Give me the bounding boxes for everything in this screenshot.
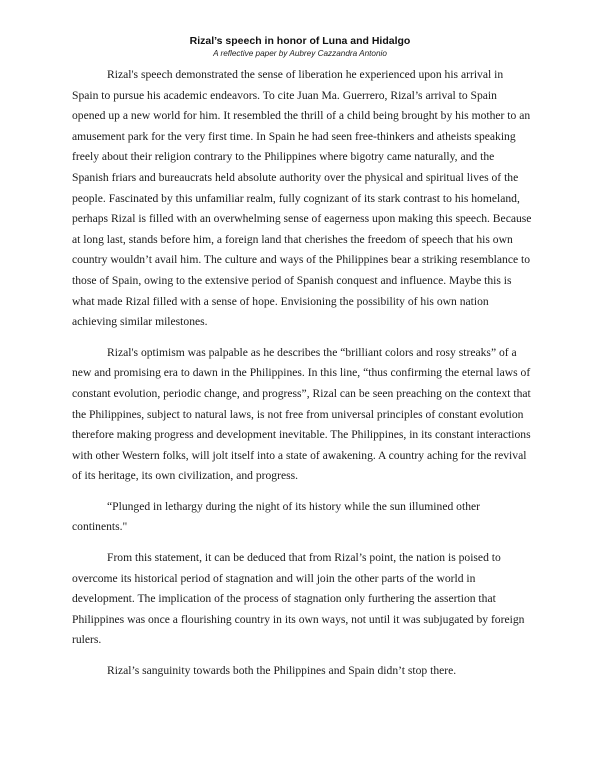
quote-paragraph: “Plunged in lethargy during the night of its history while the sun illumined other continents." xyxy=(72,499,480,534)
paragraph-2: Rizal's optimism was palpable as he describes the “brilliant colors and rosy streaks” of a new and promising era to dawn in the Philippines. In this line, “thus confirming the eternal laws of constant evolution, periodic change, and progress”, Rizal can be seen preaching on the context that the Philippines, subject to natural laws, is not free from universal principles of constant evolution therefore making progress and development inevitable. The Philippines, in its constant interactions with other Western folks, will jolt itself into a state of awakening. A country aching for the revival of its heritage, its own civilization, and progress. xyxy=(72,345,531,483)
document-subtitle: A reflective paper by Aubrey Cazzandra Antonio xyxy=(213,49,387,58)
document-title: Rizal’s speech in honor of Luna and Hidalgo xyxy=(189,35,411,47)
paragraph-5: Rizal’s sanguinity towards both the Philippines and Spain didn’t stop there. xyxy=(107,664,457,678)
document-body xyxy=(72,65,532,692)
paragraph-4: From this statement, it can be deduced that from Rizal’s point, the nation is poised to overcome its historical period of stagnation and will join the other parts of the world in development. The implication of the process of stagnation only furthering the assertion that Philippines was once a flourishing country in its own ways, not until it was subjugated by foreign rulers. xyxy=(72,551,525,647)
paragraph-1: Rizal's speech demonstrated the sense of liberation he experienced upon his arrival in Spain to pursue his academic endeavors. To cite Juan Ma. Guerrero, Rizal’s arrival to Spain opened up a new world for him. It resembled the thrill of a child being brought by his mother to an amusement park for the very first time. In Spain he had seen free-thinkers and atheists speaking freely about their religion contrary to the Philippines where bigotry came naturally, and the Spanish friars and bureaucrats held absolute authority over the physical and spiritual lives of the people. Fascinated by this unfamiliar realm, fully cognizant of its stark contrast to his homeland, perhaps Rizal is filled with an overwhelming sense of eagerness upon making this speech. Because at long last, stands before him, a foreign land that cherishes the freedom of speech that his own country wouldn’t avail him. The culture and ways of the Philippines bear a striking resemblance to those of Spain, owing to the extensive period of Spanish conquest and influence. Maybe this is what made Rizal filled with a sense of hope. Envisioning the possibility of his own nation achieving similar milestones. xyxy=(72,68,532,329)
